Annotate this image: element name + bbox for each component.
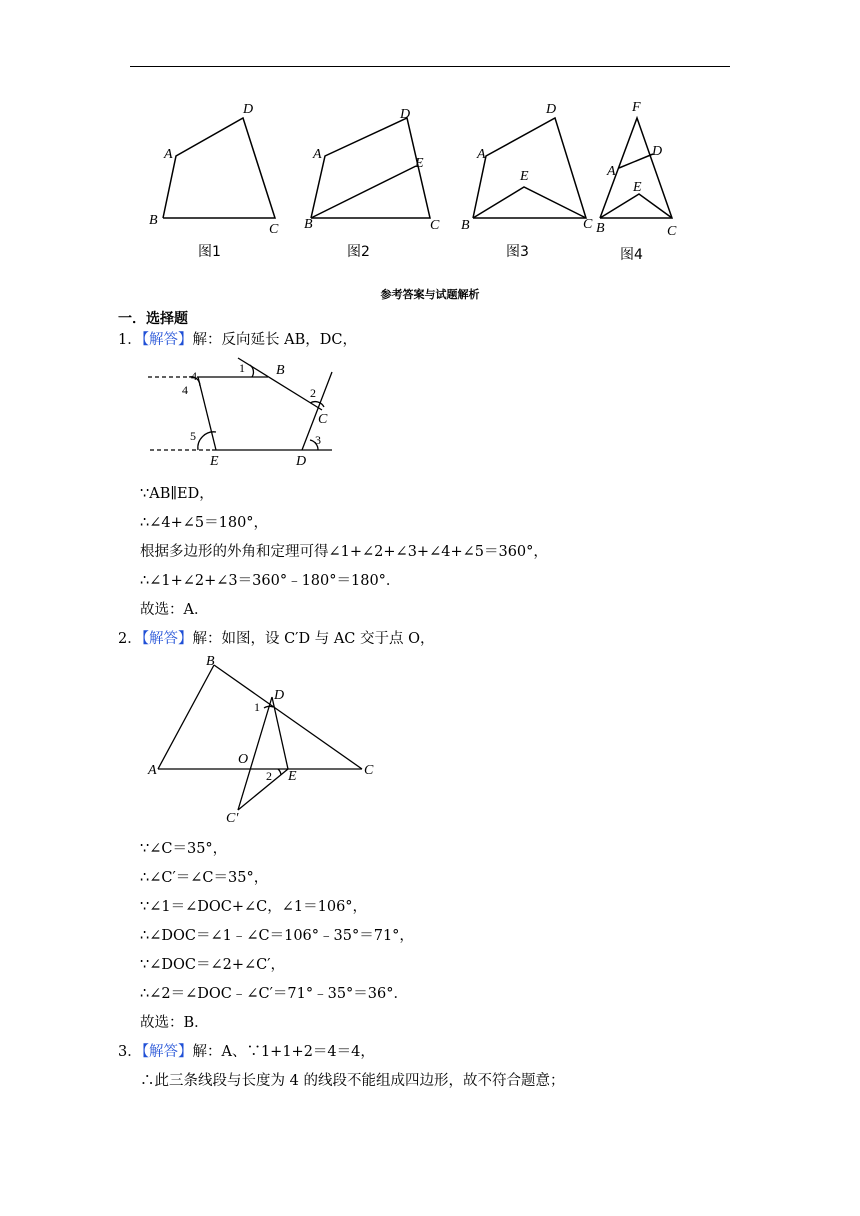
q1-angle-2: 2: [310, 386, 316, 400]
q1-header: [118, 328, 357, 349]
q2-line-7: 故选：B．: [140, 1015, 209, 1031]
q1-line-2: ∴∠4+∠5＝180°，: [140, 515, 269, 531]
q3-lead: 解：A、∵1+1+2＝4＝4，: [192, 1044, 375, 1060]
fig1-label-d: D: [243, 102, 254, 117]
fig4-label-c: C: [667, 224, 677, 239]
q3-number: 3．: [118, 1044, 142, 1060]
q3-tag: 【解答】: [141, 1044, 193, 1060]
fig3-label-d: D: [546, 102, 557, 117]
fig1-label-b: B: [149, 213, 158, 228]
fig1-caption: 图1: [198, 244, 221, 260]
q2-number: 2．: [118, 631, 142, 647]
fig3-label-a: A: [477, 147, 486, 162]
fig4-label-f: F: [632, 100, 641, 115]
q2-label-b: B: [206, 654, 215, 669]
q1-line-4: ∴∠1+∠2+∠3＝360°﹣180°＝180°．: [140, 573, 401, 589]
quadrilateral-figures: [140, 96, 700, 271]
q1-line-3: 根据多边形的外角和定理可得∠1+∠2+∠3+∠4+∠5＝360°，: [140, 544, 548, 560]
q3-line-1: ∴此三条线段与长度为 4 的线段不能组成四边形，故不符合题意；: [140, 1073, 565, 1089]
q2-angle-1: 1: [254, 700, 260, 714]
q2-line-4: ∴∠DOC＝∠1﹣∠C＝106°﹣35°＝71°，: [140, 928, 414, 944]
q2-line-2: ∴∠C′＝∠C＝35°，: [140, 870, 269, 886]
q1-angle-1: 1: [239, 361, 245, 375]
q2-label-a: A: [148, 763, 157, 778]
header-rule: [130, 66, 730, 67]
q2-header: [118, 627, 435, 648]
q1-line-5: 故选：A．: [140, 602, 209, 618]
fig3-label-c: C: [583, 217, 593, 232]
q2-label-c-prime: C′: [226, 811, 239, 826]
q2-line-3: ∵∠1＝∠DOC+∠C，∠1＝106°，: [140, 899, 368, 915]
figure-row: [140, 96, 700, 271]
fig3-label-b: B: [461, 218, 470, 233]
section-heading: 一．选择题: [118, 311, 188, 327]
q2-line-6: ∴∠2＝∠DOC﹣∠C′＝71°﹣35°＝36°．: [140, 986, 408, 1002]
fig3-caption: 图3: [506, 244, 529, 260]
fig3-label-e: E: [520, 169, 529, 184]
q1-label-e: E: [210, 454, 219, 469]
q2-lead: 解：如图，设 C′D 与 AC 交于点 O，: [192, 631, 435, 647]
q1-label-b: B: [276, 363, 285, 378]
q1-angle-4a: 4: [191, 369, 197, 383]
fig2-label-c: C: [430, 218, 440, 233]
fig4-label-d: D: [652, 144, 663, 159]
q2-line-1: ∵∠C＝35°，: [140, 841, 228, 857]
q2-label-d: D: [274, 688, 285, 703]
q2-figure: [140, 652, 385, 830]
q2-tag: 【解答】: [141, 631, 193, 647]
fig4-label-b: B: [596, 221, 605, 236]
fig1-label-c: C: [269, 222, 279, 237]
q1-line-1: ∵AB∥ED，: [140, 486, 214, 502]
q1-figure: [140, 352, 350, 470]
q1-label-c: C: [318, 412, 328, 427]
fig4-label-a: A: [607, 164, 616, 179]
fig4-caption: 图4: [620, 247, 643, 263]
fig4-label-e: E: [633, 180, 642, 195]
q2-label-c: C: [364, 763, 374, 778]
fig2-label-e: E: [415, 156, 424, 171]
q3-header: [118, 1040, 375, 1061]
q2-label-e: E: [288, 769, 297, 784]
q1-number: 1．: [118, 332, 142, 348]
fig2-label-b: B: [304, 217, 313, 232]
q2-line-5: ∵∠DOC＝∠2+∠C′，: [140, 957, 286, 973]
q1-angle-4b: 4: [182, 383, 188, 397]
q1-angle-5: 5: [190, 429, 196, 443]
q1-angle-3: 3: [315, 433, 321, 447]
answer-title: 参考答案与试题解析: [380, 288, 480, 301]
q1-tag: 【解答】: [141, 332, 193, 348]
fig2-label-d: D: [400, 107, 411, 122]
q1-label-d: D: [296, 454, 307, 469]
fig1-label-a: A: [164, 147, 173, 162]
q1-lead: 解：反向延长 AB，DC，: [192, 332, 357, 348]
fig2-caption: 图2: [347, 244, 370, 260]
fig2-label-a: A: [313, 147, 322, 162]
q2-label-o: O: [238, 752, 249, 767]
q2-angle-2: 2: [266, 769, 272, 783]
